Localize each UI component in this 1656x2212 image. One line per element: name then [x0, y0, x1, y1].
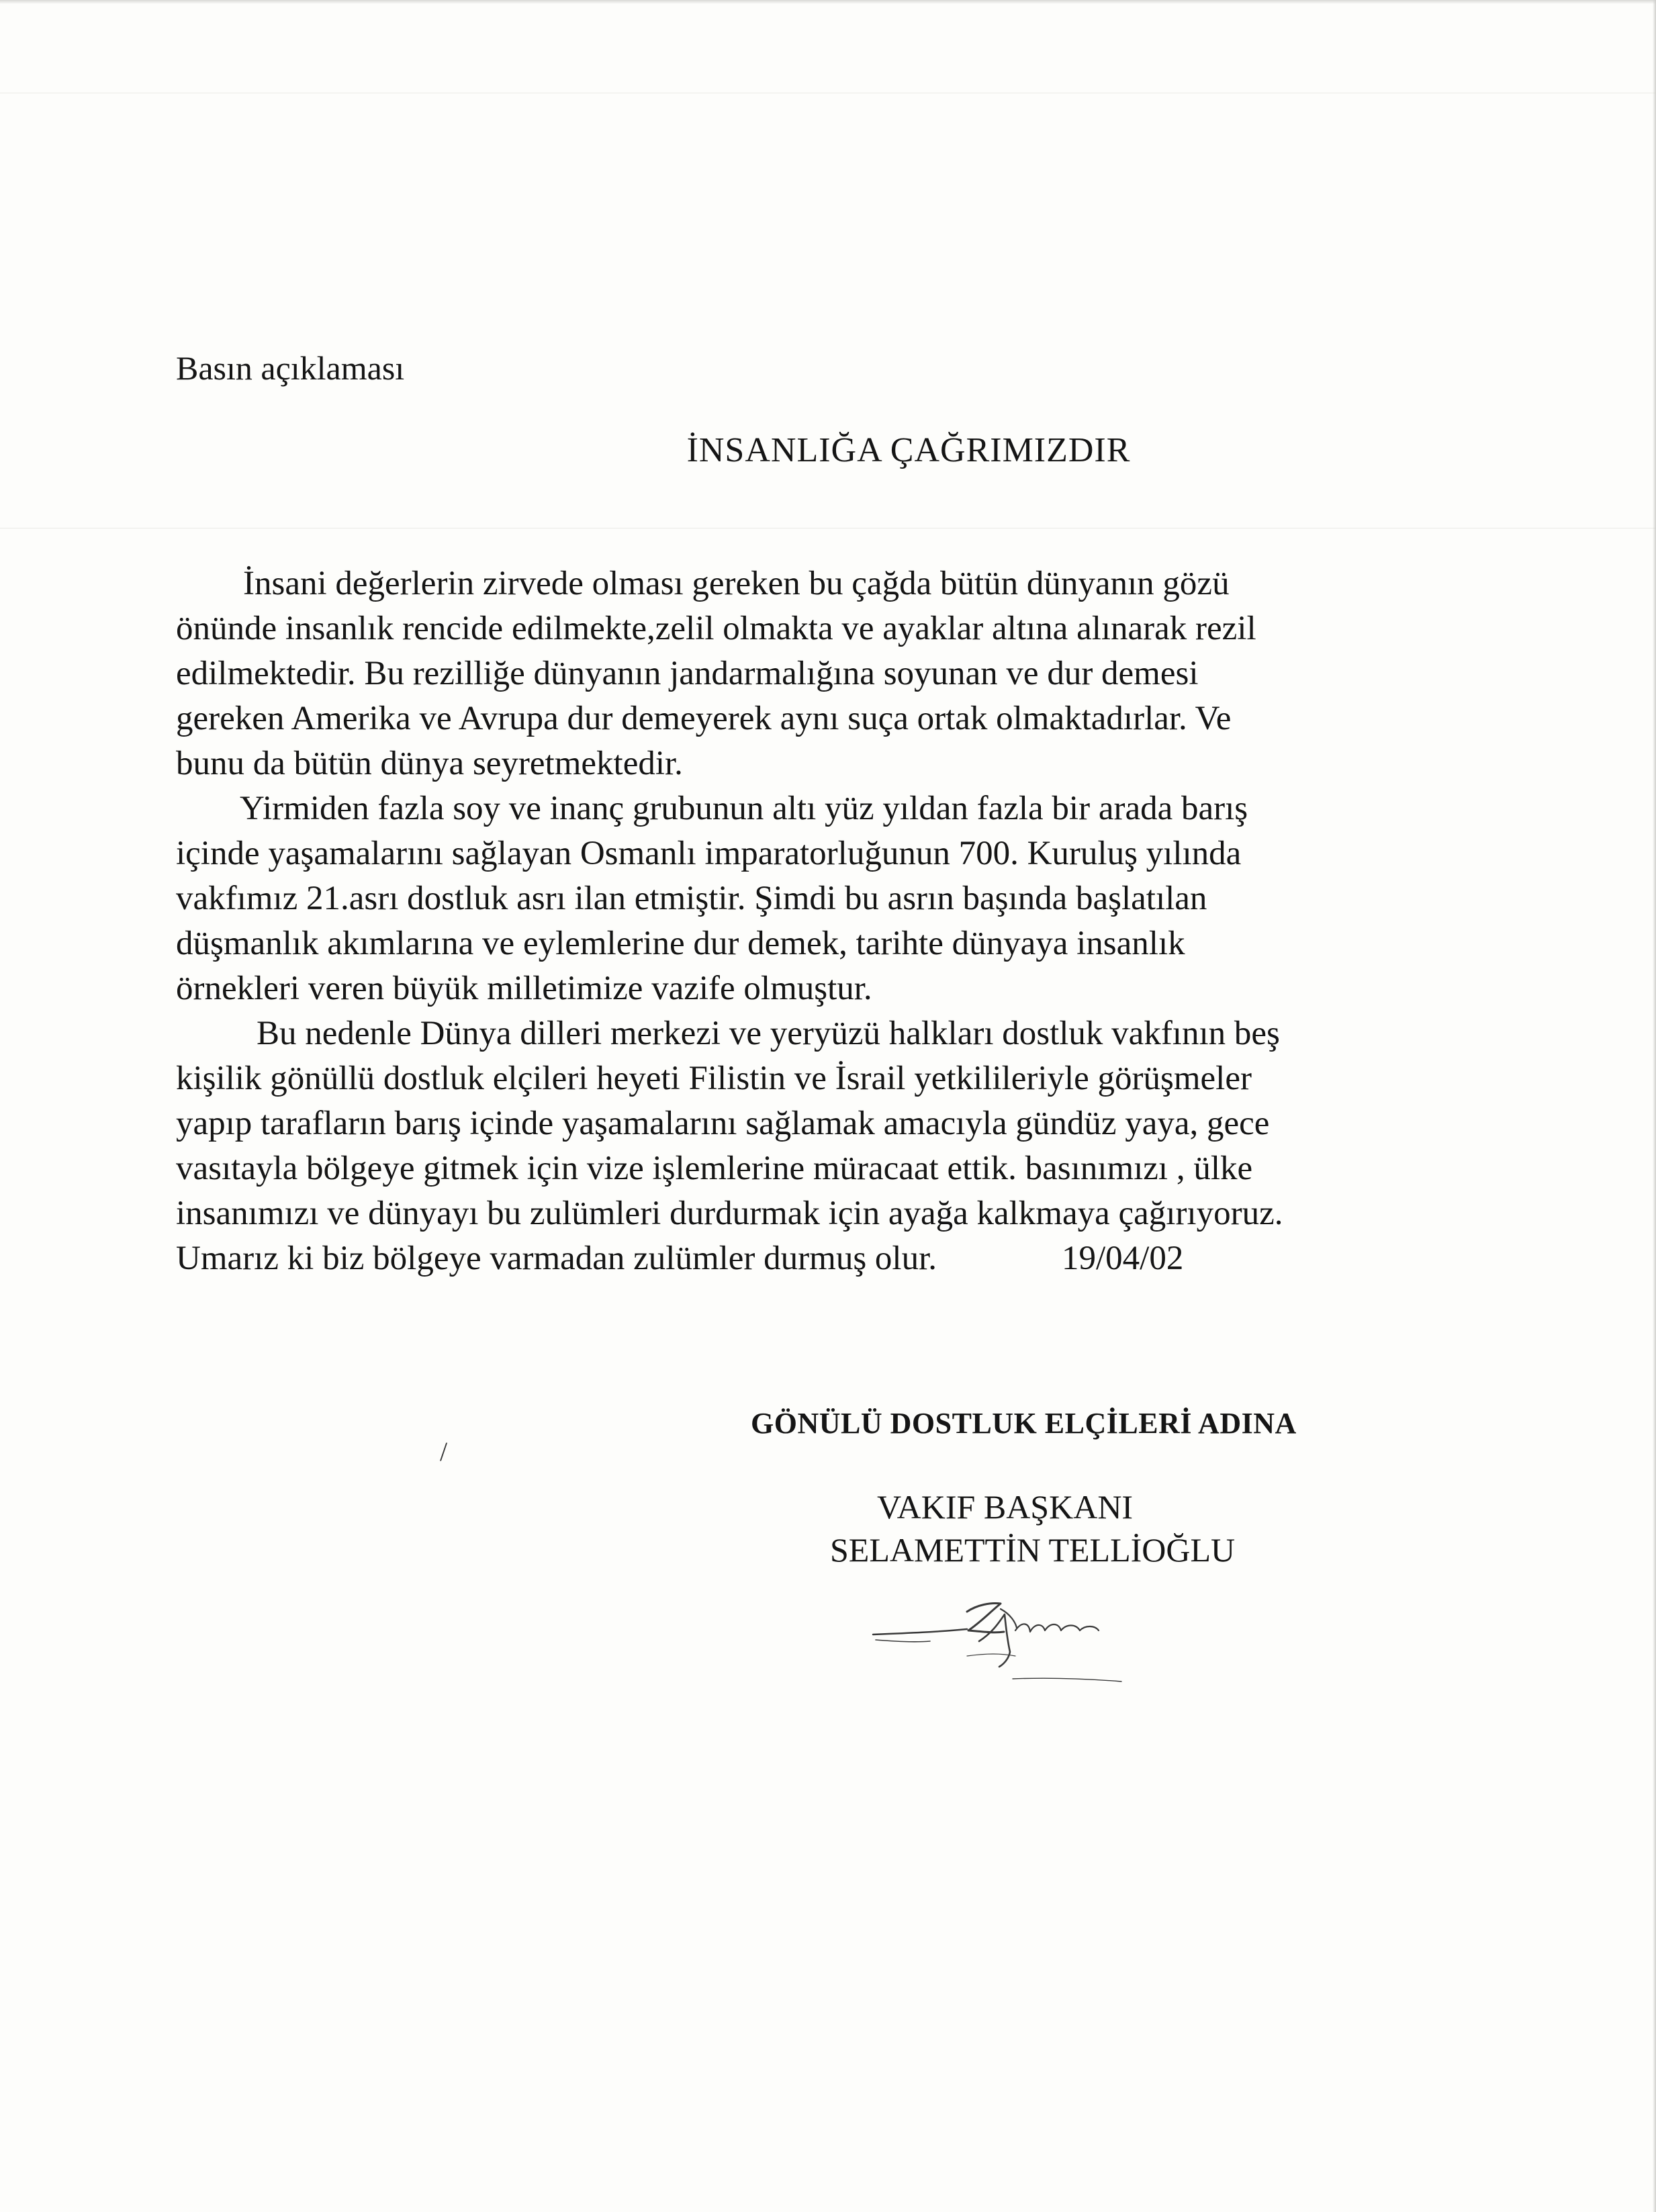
paragraph-line: kişilik gönüllü dostluk elçileri heyeti Filistin ve İsrail yetkilileriyle görüşmeler [176, 1060, 1252, 1097]
document-date: 19/04/02 [1062, 1240, 1184, 1277]
paragraph-line: düşmanlık akımlarına ve eylemlerine dur demek, tarihte dünyaya insanlık [176, 925, 1185, 962]
paragraph-final-line [176, 1236, 1452, 1281]
paragraph [176, 1011, 1452, 1281]
paragraph [176, 561, 1452, 786]
document-title: İNSANLIĞA ÇAĞRIMIZDIR [686, 431, 1131, 469]
paragraph-line: Umarız ki biz bölgeye varmadan zulümler durmuş olur. [176, 1240, 937, 1277]
paragraph-line: Yirmiden fazla soy ve inanç grubunun altı yüz yıldan fazla bir arada barış [240, 790, 1248, 827]
document-body [176, 561, 1452, 1281]
paragraph-line: vasıtayla bölgeye gitmek için vize işlemlerine müracaat ettik. basınımızı , ülke [176, 1150, 1253, 1187]
handwritten-signature [866, 1592, 1202, 1719]
paragraph-line: Bu nedenle Dünya dilleri merkezi ve yeryüzü halkları dostluk vakfının beş [257, 1015, 1280, 1052]
paragraph-line: İnsani değerlerin zirvede olması gereken bu çağda bütün dünyanın gözü [243, 565, 1230, 602]
paragraph [176, 786, 1452, 1011]
scan-edge-right [1653, 0, 1656, 2212]
paragraph-line: bunu da bütün dünya seyretmektedir. [176, 745, 683, 782]
signer-name: SELAMETTİN TELLİOĞLU [830, 1531, 1236, 1569]
signer-role: VAKIF BAŞKANI [877, 1488, 1134, 1526]
paragraph-line: insanımızı ve dünyayı bu zulümleri durdurmak için ayağa kalkmaya çağırıyoruz. [176, 1195, 1283, 1232]
paragraph-line: edilmektedir. Bu rezilliğe dünyanın jandarmalığına soyunan ve dur demesi [176, 655, 1199, 692]
paragraph-line: yapıp tarafların barış içinde yaşamalarını sağlamak amacıyla gündüz yaya, gece [176, 1105, 1270, 1142]
paragraph-line: içinde yaşamalarını sağlayan Osmanlı imparatorluğunun 700. Kuruluş yılında [176, 835, 1242, 872]
paragraph-line: gereken Amerika ve Avrupa dur demeyerek aynı suça ortak olmaktadırlar. Ve [176, 700, 1232, 737]
paragraph-line: önünde insanlık rencide edilmekte,zelil olmakta ve ayaklar altına alınarak rezil [176, 610, 1256, 647]
paragraph-line: örnekleri veren büyük milletimize vazife olmuştur. [176, 970, 872, 1007]
stray-pen-mark: / [440, 1436, 448, 1467]
signature-block-heading: GÖNÜLÜ DOSTLUK ELÇİLERİ ADINA [751, 1407, 1297, 1440]
scan-edge-top [0, 0, 1656, 4]
paragraph-line: vakfımız 21.asrı dostluk asrı ilan etmiştir. Şimdi bu asrın başında başlatılan [176, 880, 1207, 917]
document-type-label: Basın açıklaması [176, 349, 405, 387]
